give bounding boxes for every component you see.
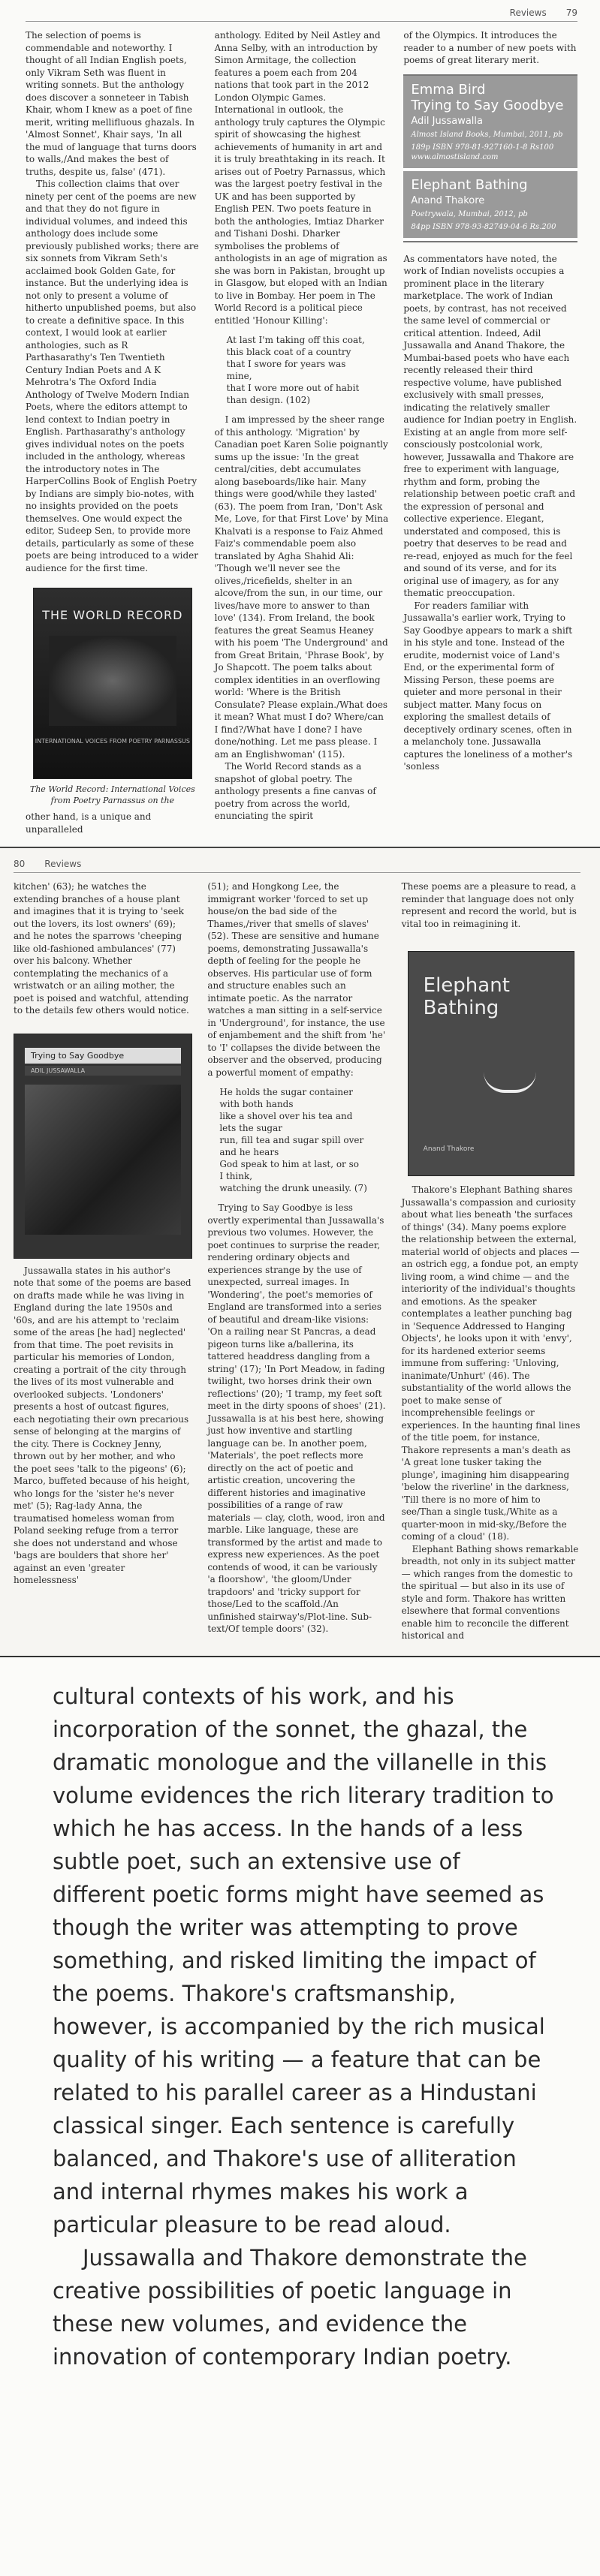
paragraph: I am impressed by the sheer range of this anthology. 'Migration' by Canadian poet Karen Solie poignantly sums up the issue: 'In the great central/cities, debt accumulates along baseboards/like hair. Many things were good/while they lasted' (63). The poem from Iran, 'Don't Ask Me, Love, for that First Love' by Mina Khalvati is a response to Faiz Ahmed Faiz's commendable poem also translated by Agha Shahid Ali: 'Though we'll never see the olives,/ricefields, shelter in an alcove/from the sun, in our time, our lives/have more to answer to than love' (134). From Ireland, the book features the great Seamus Heaney with his poem 'The Underground' and from Great Britain, 'Phrase Book', by Jo Shapcott. The poem talks about complex identities in an overflowing world: 'Where is the British Consulate? Please explain./What does it mean? What must I do? Where/can I find?/What have I done? I have done/nothing. Let me pass please. I am an Englishwoman' (115). (214, 414, 389, 760)
cover-title: THE WORLD RECORD (42, 608, 183, 622)
book-title: Elephant Bathing (411, 176, 528, 193)
poem-quote: At last I'm taking off this coat, this black coat of a country that I swore for years was mine, that I wore more out of habit than design. (102) (226, 335, 365, 405)
paragraph: The World Record stands as a snapshot of global poetry. The anthology presents a fine canvas of poetry from across the world, enunciating the spirit (214, 761, 376, 821)
cover-artwork (25, 1085, 181, 1235)
book-author: Adil Jussawalla (411, 115, 483, 127)
columns (26, 29, 577, 835)
cover-title: Trying to Say Goodbye (25, 1048, 181, 1064)
column-3 (403, 29, 577, 773)
column-1 (14, 880, 192, 1587)
book-cover-elephant-bathing (408, 951, 574, 1176)
page-80 (0, 847, 600, 1656)
books-reviewed-box (403, 74, 577, 242)
running-header (26, 8, 577, 22)
book-cover-trying-to-say-goodbye (14, 1034, 192, 1259)
book-cover-world-record (33, 588, 192, 779)
cover-author: Anand Thakore (423, 1145, 475, 1153)
paragraph: (51); and Hongkong Lee, the immigrant worker 'forced to set up house/on the bad side of the Thames,/river that smells of slaves' (52). These are sensitive and humane poems, demonstrating Jussawalla's depth of feeling for the people he observes. His particular use of form and structure enables such an intimate poetic. As the narrator watches a man sitting in a self-service in 'Underground', for instance, the use of enjambement and the shift from 'he' to 'I' collapses the divide between the observer and the observed, producing a powerful moment of empathy: (207, 881, 386, 1078)
paragraph: For readers familiar with Jussawalla's earlier work, Trying to Say Goodbye appears to mark a shift in his style and tone. Instead of the erudite, modernist voice of Land's End, or the experimental form of Missing Person, these poems are quieter and more personal in their subject matter. Many focus on exploring the smallest details of deceptively ordinary scenes, often in a melancholy tone. Jussawalla captures the loneliness of a mother's 'sonless (403, 600, 573, 772)
book-author: Anand Thakore (411, 194, 485, 206)
paragraph: This collection claims that over ninety per cent of the poems are new and that they do not figure in individual volumes, and indeed this anthology does include some previously published works; there are six sonnets from Vikram Seth's acclaimed book Golden Gate, for instance. But the underlying idea is not only to present a volume of hitherto unpublished poems, but also to create a definitive space. In this context, I would look at earlier anthologies, such as R Parthasarathy's Ten Twentieth Century Indian Poets and A K Mehrotra's The Oxford India Anthology of Twelve Modern Indian Poets, where the editors attempt to lend context to Indian poetry in English. Parthasarathy's anthology gives individual notes on the poets included in the anthology, whereas the introductory notes in The HarperCollins Book of English Poetry by Indians are simply bio-notes, with no insights provided on the poets themselves. One would expect the editor, Sudeep Sen, to provide more details, particularly as some of these poets are being introduced to a wider audience for the first time. (26, 179, 199, 573)
columns (14, 880, 580, 1642)
tusk-artwork (484, 1072, 536, 1093)
paragraph: kitchen' (63); he watches the extending branches of a house plant and imagines that it is trying to 'seek out the lovers, its lost owners' (69); and he notes the sparrows 'cheeping like old-fashioned ambulances' (77) over his balcony. Whether contemplating the mechanics of a wristwatch or an ailing mother, the poet is poised and watchful, attending to the details few others would notice. (14, 881, 189, 1016)
book-title: Emma Bird (411, 81, 486, 98)
paragraph: Jussawalla states in his author's note that some of the poems are based on drafts made while he was living in England during the late 1950s and '60s, and are his attempt to 'reclaim some of the areas [he had] neglected' from that time. The poet revisits in particular his memories of London, creating a portrait of the city through the lives of its most vulnerable and overlooked subjects. 'Londoners' presents a host of outcast figures, each negotiating their own precarious sense of belonging at the margins of the city. There is Cockney Jenny, thrown out by her mother, and who the poet sees 'talk to the pigeons' (6); Marco, buffeted because of his height, who longs for the 'sister he's never met' (5); Rag-lady Anna, the traumatised homeless woman from Poland seeking refuge from a terror she does not understand and whose 'bags are boulders that shore her' against an even 'greater homelessness' (14, 1265, 191, 1585)
section-label: Reviews (44, 859, 82, 869)
continuation-closeup (0, 1656, 600, 2576)
book-publisher: Poetrywala, Mumbai, 2012, pb (411, 209, 528, 218)
book-publisher: Almost Island Books, Mumbai, 2011, pb (411, 130, 563, 139)
paragraph: Jussawalla and Thakore demonstrate the creative possibilities of poetic language in these new volumes, and evidence the innovation of contemporary Indian poetry. (53, 2245, 527, 2370)
cover-artwork (49, 636, 176, 726)
paragraph: These poems are a pleasure to read, a reminder that language does not only represent and record the world, but is vital too in reimagining it. (401, 881, 577, 929)
paragraph: other hand, is a unique and unparalleled (26, 811, 152, 835)
cover-author: ADIL JUSSAWALLA (25, 1066, 181, 1076)
cover-title: Elephant Bathing (423, 974, 510, 1019)
book-subtitle: Trying to Say Goodbye (411, 97, 564, 113)
column-2 (207, 880, 386, 1636)
paragraph: cultural contexts of his work, and his incorporation of the sonnet, the ghazal, the dramatic monologue and the villanelle in this volume evidences the rich literary tradition to which he has access. In the hands of a less subtle poet, such an extensive use of different poetic forms might have seemed as though the writer was attempting to prove something, and risked limiting the impact of the poems. Thakore's craftsmanship, however, is accompanied by the rich musical quality of his writing — a feature that can be related to his parallel career as a Hindustani classical singer. Each sentence is carefully balanced, and Thakore's use of alliteration and internal rhymes makes his work a particular pleasure to be read aloud. (53, 1684, 554, 2237)
paragraph: Thakore's Elephant Bathing shares Jussawalla's compassion and curiosity about what lies beneath 'the surfaces of things' (34). Many poems explore the relationship between the external, material world of objects and places — an ostrich egg, a fondue pot, an empty living room, a wind chime — and the interiority of the individual's thoughts and emotions. As the speaker contemplates a leather punching bag in 'Sequence Addressed to Hanging Objects', he looks upon it with 'envy', for its hardened exterior seems immune from suffering: 'Unloving, inanimate/Unhurt' (46). The substantiality of the world allows the poet to make sense of incomprehensible feelings or experiences. In the haunting final lines of the title poem, for instance, Thakore represents a man's death as 'A great lone tusker taking the plunge', imagining him disappearing 'below the riverline' in the darkness, 'Till there is no more of him to see/Than a single tusk,/White as a quarter-moon in mid-sky,/Before the coming of a cloud' (18). (401, 1184, 580, 1542)
column-3 (402, 880, 580, 1642)
cover-subtitle: INTERNATIONAL VOICES FROM POETRY PARNASSUS (35, 738, 190, 745)
page-number: 80 (14, 859, 26, 869)
paragraph: Trying to Say Goodbye is less overtly experimental than Jussawalla's previous two volumes. However, the poet continues to surprise the reader, rendering ordinary objects and experiences strange by the use of unexpected, surreal images. In 'Wondering', the poet's memories of England are transformed into a series of beautiful and dream-like visions: 'On a railing near St Pancras, a dead pigeon turns like a/ballerina, its tattered headdress dangling from a string' (17); 'In Port Meadow, in fading twilight, two horses drink their own reflections' (20); 'I tramp, my feet soft meet in the dirty spoons of shoes' (21). Jussawalla is at his best here, showing just how inventive and startling language can be. In another poem, 'Materials', the poet reflects more directly on the act of poetic and artistic creation, uncovering the different histories and imaginative possibilities of a range of raw materials — clay, cloth, wood, iron and marble. Like language, these are transformed by the artist and made to express new experiences. As the poet contends of wood, it can be variously 'a floorshow', 'the gloom/Under trapdoors' and 'tricky support for those/Led to the scaffold./An unfinished stairway's/Plot-line. Sub-text/Of temple doors' (32). (207, 1202, 386, 1634)
column-2 (215, 29, 389, 823)
paragraph: As commentators have noted, the work of Indian novelists occupies a prominent place in the literary marketplace. The work of Indian poets, by contrast, has not received the same level of commercial or critical attention. Indeed, Adil Jussawalla and Anand Thakore, the Mumbai-based poets who have each recently released their third respective volume, have published exclusively with small presses, indicating the relatively smaller audience for Indian poetry in English. Existing at an angle from more self-consciously postcolonial work, however, Jussawalla and Thakore are free to experiment with language, rhythm and form, probing the relationship between poetic craft and the expression of personal and collective experience. Elegant, understated and composed, this is poetry that deserves to be read and re-read, enjoyed as much for the feel and sound of its verse, and for its original use of imagery, as for any thematic preoccupation. (403, 253, 577, 598)
book-price: 189p ISBN 978-81-927160-1-8 Rs100 www.almostisland.com (411, 143, 554, 161)
book-entry (403, 171, 577, 238)
running-header (14, 859, 580, 873)
cover-caption: The World Record: International Voices from Poetry Parnassus on the (29, 784, 195, 805)
book-price: 84pp ISBN 978-93-82749-04-6 Rs.200 (411, 222, 556, 231)
column-1 (26, 29, 200, 835)
section-label: Reviews (509, 8, 547, 18)
book-entry (403, 76, 577, 168)
page-number: 79 (565, 8, 577, 18)
page-79 (0, 0, 600, 847)
paragraph: of the Olympics. It introduces the reader to a number of new poets with poems of great literary merit. (403, 30, 577, 65)
paragraph: The selection of poems is commendable and noteworthy. I thought of all Indian English poets, only Vikram Seth was fluent in writing sonnets. But the anthology does discover a sonneteer in Tabish Khair, whom I knew as a poet of fine merit, writing mellifluous ghazals. In 'Almost Sonnet', Khair says, 'In all the mud of language that turns doors to walls,/And makes the best of truths, despite us, false' (471). (26, 30, 197, 177)
poem-quote: He holds the sugar container with both hands like a shovel over his tea and lets the sugar run, fill tea and sugar spill over and he hears God speak to him at last, or so I think, watching the drunk uneasily. (7) (219, 1087, 367, 1193)
paragraph: anthology. Edited by Neil Astley and Anna Selby, with an introduction by Simon Armitage, the collection features a poem each from 204 nations that took part in the 2012 London Olympic Games. International in outlook, the anthology truly captures the Olympic spirit of showcasing the highest achievements of humanity in art and it is truly breathtaking in its reach. It arises out of Poetry Parnassus, which was the largest poetry festival in the UK and has been supported by English PEN. Two poets feature in both the anthologies, Imtiaz Dharker and Tishani Doshi. Dharker symbolises the problems of anthologists in an age of migration as she was born in Pakistan, brought up in Glasgow, but eloped with an Indian to live in Bombay. Her poem in The World Record is a political piece entitled 'Honour Killing': (214, 30, 387, 326)
paragraph: Elephant Bathing shows remarkable breadth, not only in its subject matter — which ranges from the domestic to the spiritual — but also in its use of style and form. Thakore has written elsewhere that formal conventions enable him to reconcile the different historical and (401, 1543, 579, 1641)
